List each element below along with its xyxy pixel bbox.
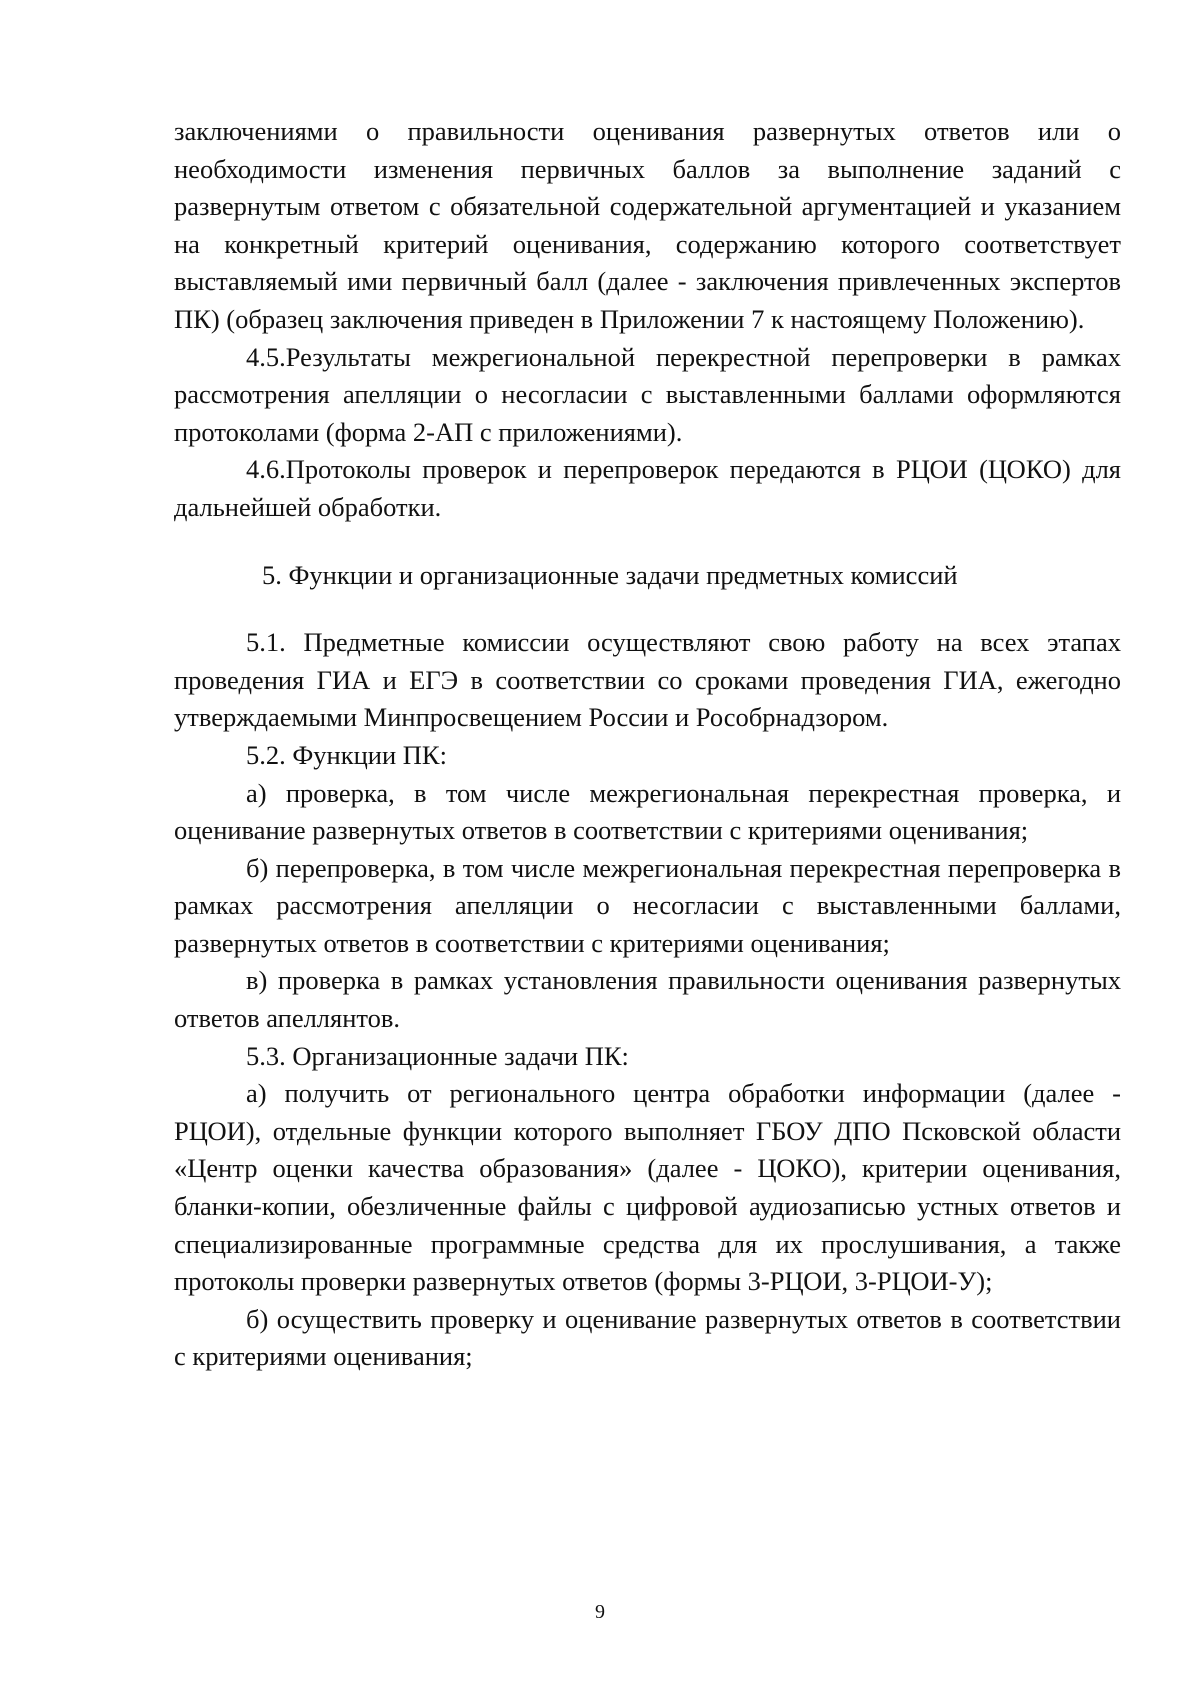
paragraph-5-1: 5.1. Предметные комиссии осуществляют свою работу на всех этапах проведения ГИА и ЕГЭ в соответствии со сроками проведения ГИА, ежегодно утверждаемыми Минпросвещением России и Рособрнадзором. [174, 627, 1121, 733]
list-item-5-2-b: б) перепроверка, в том числе межрегиональная перекрестная перепроверка в рамках рассмотрения апелляции о несогласии с выставленными баллами, развернутых ответов в соответствии с критериями оценивания; [174, 852, 1121, 958]
paragraph-5-3: 5.3. Организационные задачи ПК: [246, 1040, 629, 1071]
list-item-5-2-a: а) проверка, в том числе межрегиональная перекрестная проверка, и оценивание развернутых ответов в соответствии с критериями оценивания; [174, 777, 1121, 846]
page-body [174, 113, 1121, 1376]
paragraph-4-6: 4.6.Протоколы проверок и перепроверок передаются в РЦОИ (ЦОКО) для дальнейшей обработки. [174, 454, 1121, 522]
paragraph-continuation: заключениями о правильности оценивания развернутых ответов или о необходимости изменения первичных баллов за выполнение заданий с развернутым ответом с обязательной содержательной аргументацией и указанием на конкретный критерий оценивания, содержанию которого соответствует выставляемый ими первичный балл (далее - заключения привлеченных экспертов ПК) (образец заключения приведен в Приложении 7 к настоящему Положению). [174, 116, 1121, 334]
list-item-5-3-a: а) получить от регионального центра обработки информации (далее - РЦОИ), отдельные функции которого выполняет ГБОУ ДПО Псковской области «Центр оценки качества образования» (далее - ЦОКО), критерии оценивания, бланки-копии, обезличенные файлы с цифровой аудиозаписью устных ответов и специализированные программные средства для их прослушивания, а также протоколы проверки развернутых ответов (формы 3-РЦОИ, 3-РЦОИ-У); [174, 1078, 1121, 1297]
list-item-5-3-b: б) осуществить проверку и оценивание развернутых ответов в соответствии с критериями оценивания; [174, 1303, 1121, 1372]
list-item-5-2-v: в) проверка в рамках установления правильности оценивания развернутых ответов апеллянтов. [174, 965, 1121, 1034]
section-5-heading: 5. Функции и организационные задачи предметных комиссий [262, 559, 958, 590]
paragraph-5-2: 5.2. Функции ПК: [246, 739, 447, 770]
paragraph-4-5: 4.5.Результаты межрегиональной перекрестной перепроверки в рамках рассмотрения апелляции о несогласии с выставленными баллами оформляются протоколами (форма 2-АП с приложениями). [174, 341, 1121, 447]
page-number: 9 [595, 1601, 605, 1623]
